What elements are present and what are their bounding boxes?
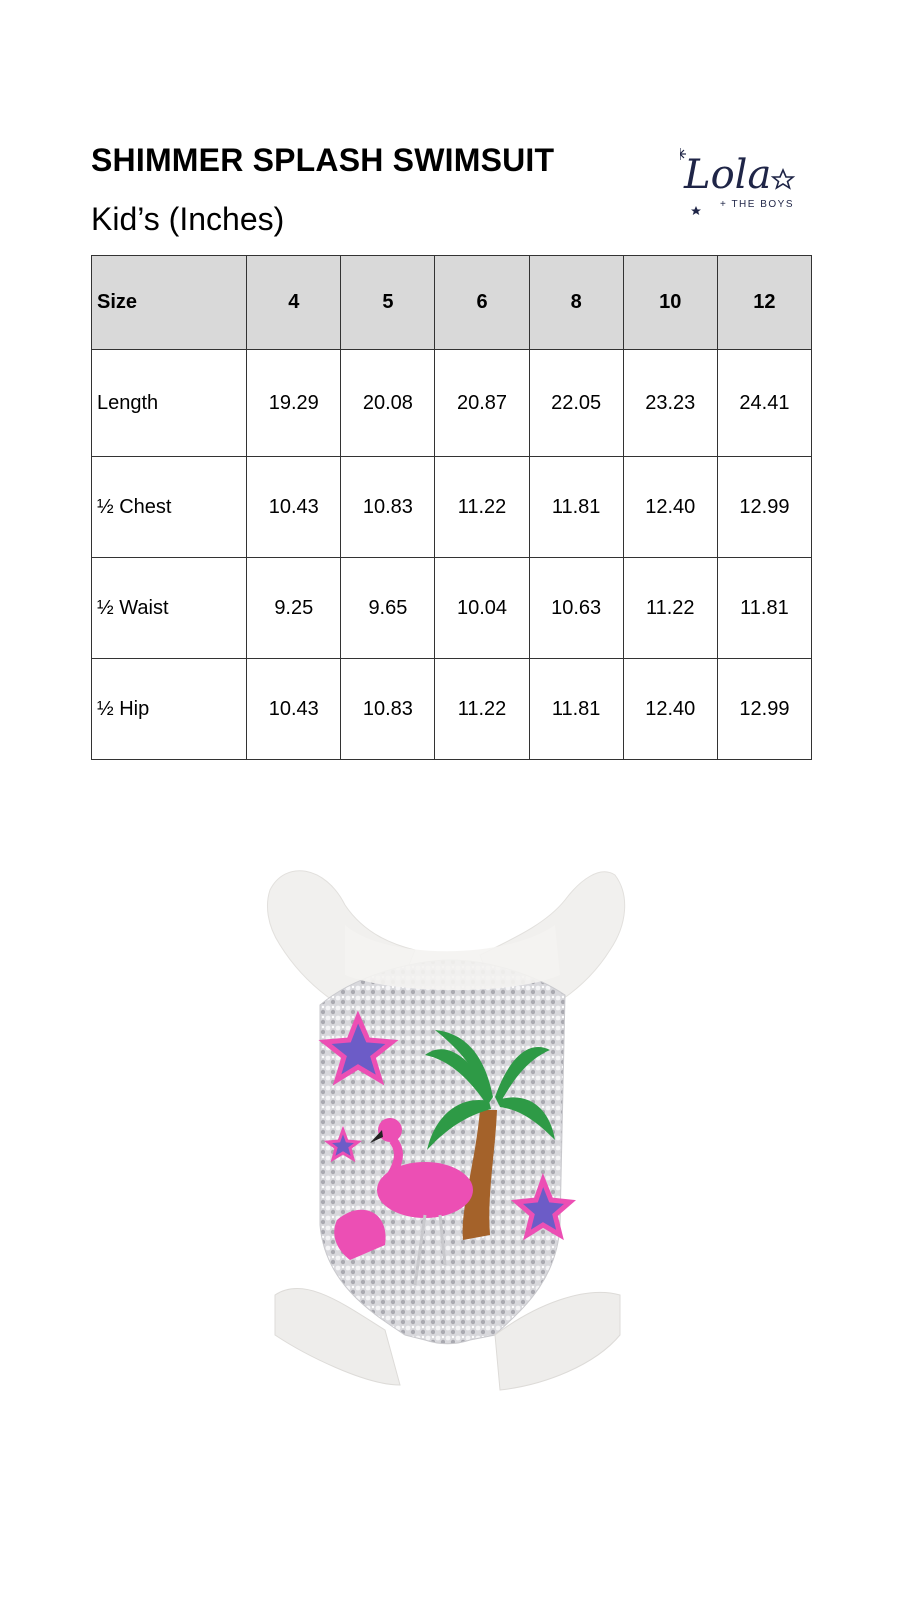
page-subtitle: Kid’s (Inches) — [91, 201, 285, 237]
table-cell: 10.63 — [529, 558, 623, 659]
small-star-icon — [691, 206, 701, 215]
size-col-10: 10 — [623, 256, 717, 350]
table-cell: 23.23 — [623, 350, 717, 457]
table-cell: 10.83 — [341, 659, 435, 760]
table-cell: 11.22 — [435, 457, 529, 558]
swimsuit-product-image — [265, 865, 635, 1425]
table-cell: 9.25 — [247, 558, 341, 659]
table-cell: 12.99 — [717, 457, 811, 558]
row-label: ½ Chest — [92, 457, 247, 558]
table-header-row — [92, 256, 812, 350]
table-row-length — [92, 350, 812, 457]
table-cell: 11.22 — [435, 659, 529, 760]
table-cell: 11.81 — [717, 558, 811, 659]
page-title: SHIMMER SPLASH SWIMSUIT — [91, 142, 555, 178]
table-cell: 12.40 — [623, 659, 717, 760]
table-cell: 22.05 — [529, 350, 623, 457]
table-cell: 24.41 — [717, 350, 811, 457]
table-cell: 10.43 — [247, 457, 341, 558]
size-col-8: 8 — [529, 256, 623, 350]
table-row-chest — [92, 457, 812, 558]
logo-wordmark: Lola — [684, 152, 772, 198]
table-cell: 10.83 — [341, 457, 435, 558]
size-header-label: Size — [92, 256, 247, 350]
table-cell: 10.04 — [435, 558, 529, 659]
size-col-12: 12 — [717, 256, 811, 350]
table-cell: 12.99 — [717, 659, 811, 760]
size-chart-table — [91, 255, 812, 760]
table-cell: 20.87 — [435, 350, 529, 457]
row-label: ½ Hip — [92, 659, 247, 760]
table-cell: 10.43 — [247, 659, 341, 760]
table-cell: 19.29 — [247, 350, 341, 457]
brand-logo — [680, 140, 820, 220]
outline-star-icon — [773, 170, 793, 188]
logo-tagline: + THE BOYS — [720, 199, 795, 210]
row-label: ½ Waist — [92, 558, 247, 659]
size-col-5: 5 — [341, 256, 435, 350]
table-cell: 12.40 — [623, 457, 717, 558]
size-col-4: 4 — [247, 256, 341, 350]
table-cell: 20.08 — [341, 350, 435, 457]
table-cell: 9.65 — [341, 558, 435, 659]
table-row-waist — [92, 558, 812, 659]
table-cell: 11.22 — [623, 558, 717, 659]
size-col-6: 6 — [435, 256, 529, 350]
table-cell: 11.81 — [529, 659, 623, 760]
table-row-hip — [92, 659, 812, 760]
table-cell: 11.81 — [529, 457, 623, 558]
row-label: Length — [92, 350, 247, 457]
